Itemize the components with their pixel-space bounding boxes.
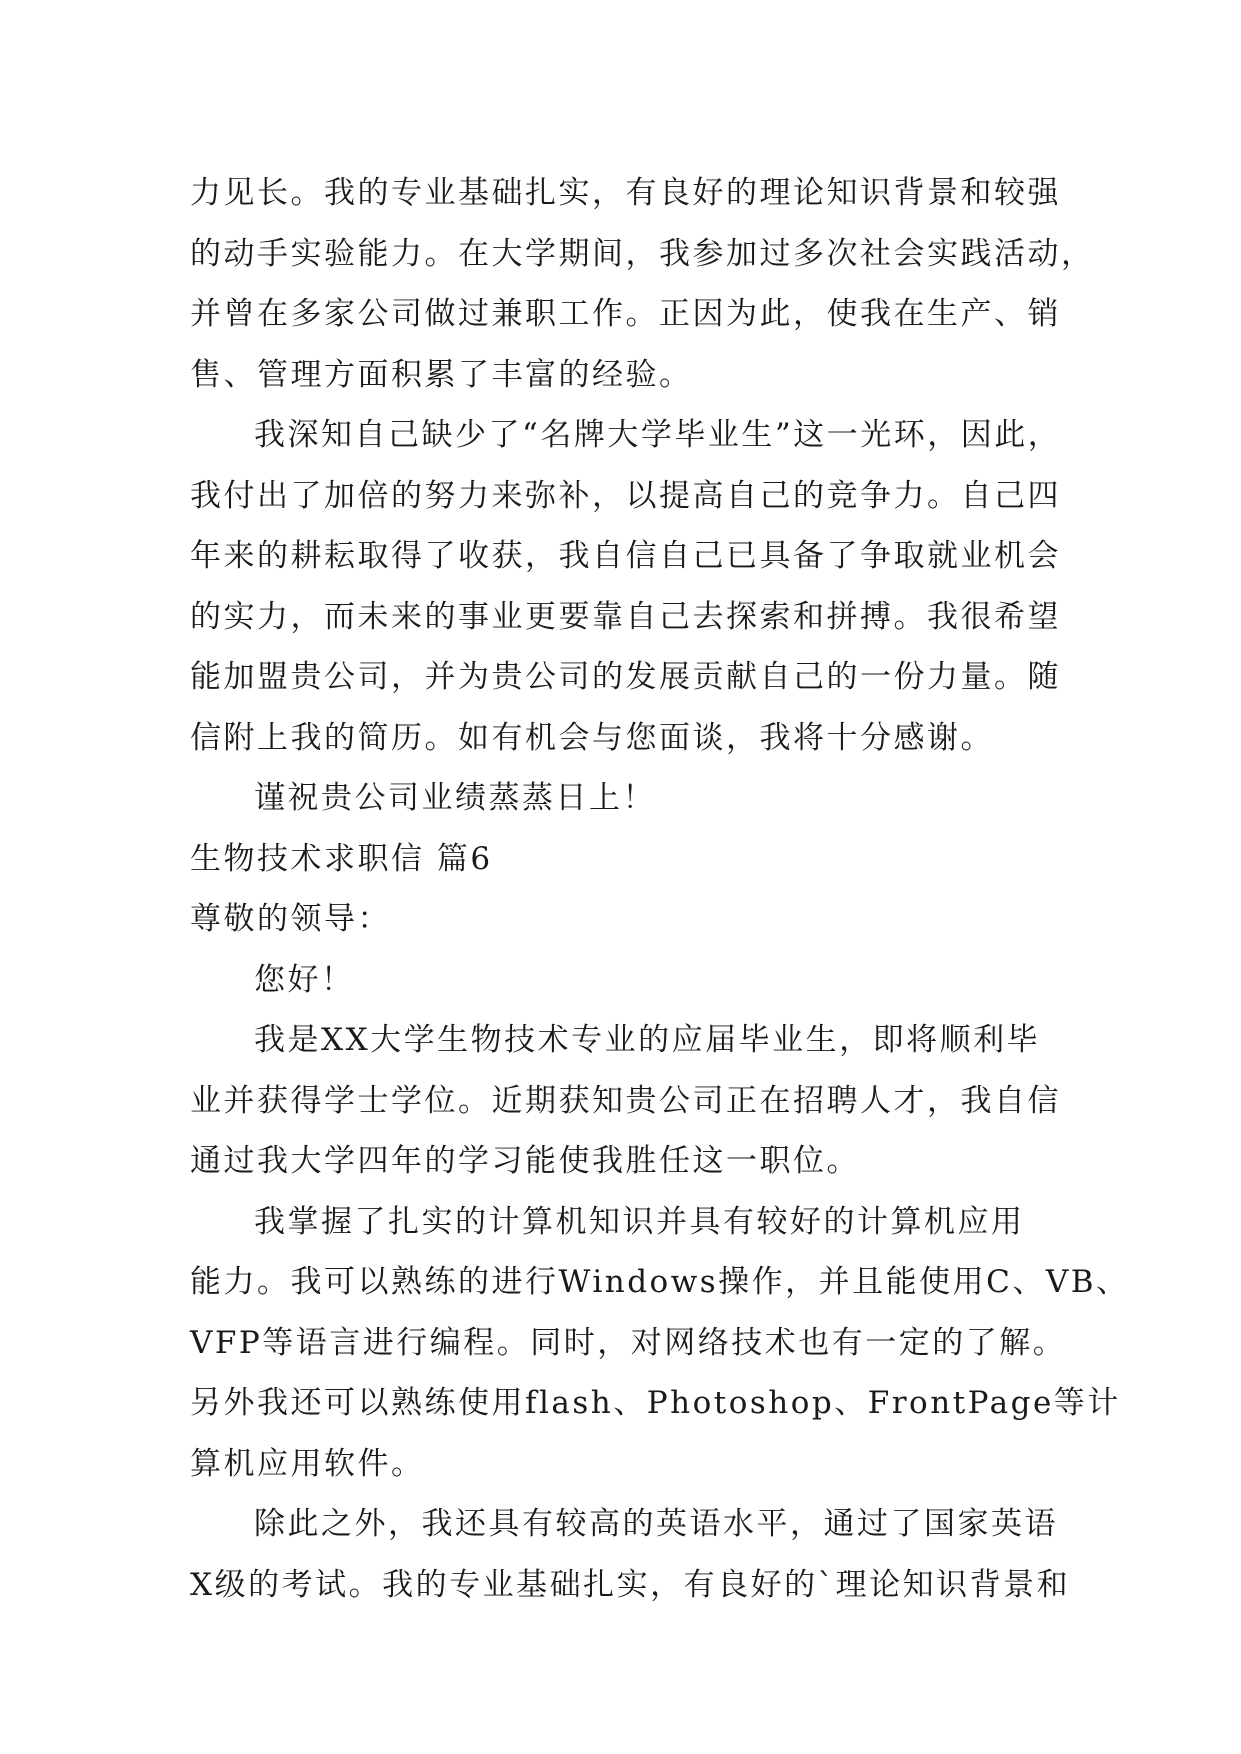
text-line: 的动手实验能力。在大学期间，我参加过多次社会实践活动， xyxy=(190,235,1095,272)
greeting: 您好！ xyxy=(254,961,355,998)
letter-body xyxy=(190,163,1130,1615)
text-line: 我掌握了扎实的计算机知识并具有较好的计算机应用 xyxy=(254,1203,1025,1240)
text-line: 信附上我的简历。如有机会与您面谈，我将十分感谢。 xyxy=(190,719,994,756)
text-line: 能加盟贵公司，并为贵公司的发展贡献自己的一份力量。随 xyxy=(190,659,1061,695)
text-line: 通过我大学四年的学习能使我胜任这一职位。 xyxy=(190,1143,860,1179)
text-line: X级的考试。我的专业基础扎实，有良好的`理论知识背景和 xyxy=(190,1566,1071,1603)
text-line: 能力。我可以熟练的进行Windows操作，并且能使用C、VB、 xyxy=(190,1264,1130,1300)
text-line: 我深知自己缺少了“名牌大学毕业生”这一光环，因此， xyxy=(254,417,1062,453)
salutation: 尊敬的领导： xyxy=(190,901,391,937)
text-line: VFP等语言进行编程。同时，对网络技术也有一定的了解。 xyxy=(190,1324,1067,1361)
closing-wish: 谨祝贵公司业绩蒸蒸日上！ xyxy=(254,780,656,816)
text-line: 另外我还可以熟练使用flash、Photoshop、FrontPage等计 xyxy=(190,1385,1121,1421)
text-line: 业并获得学士学位。近期获知贵公司正在招聘人才，我自信 xyxy=(190,1082,1061,1119)
text-line: 的实力，而未来的事业更要靠自己去探索和拼搏。我很希望 xyxy=(190,598,1061,635)
text-line: 售、管理方面积累了丰富的经验。 xyxy=(190,356,693,393)
text-line: 算机应用软件。 xyxy=(190,1445,425,1482)
section-heading: 生物技术求职信 篇6 xyxy=(190,840,493,877)
text-line: 我是XX大学生物技术专业的应届毕业生，即将顺利毕 xyxy=(254,1022,1041,1058)
text-line: 我付出了加倍的努力来弥补，以提高自己的竞争力。自己四 xyxy=(190,477,1061,514)
text-line: 力见长。我的专业基础扎实，有良好的理论知识背景和较强 xyxy=(190,175,1061,211)
text-line: 年来的耕耘取得了收获，我自信自己已具备了争取就业机会 xyxy=(190,538,1061,574)
text-line: 除此之外，我还具有较高的英语水平，通过了国家英语 xyxy=(254,1506,1058,1542)
text-line: 并曾在多家公司做过兼职工作。正因为此，使我在生产、销 xyxy=(190,296,1061,332)
